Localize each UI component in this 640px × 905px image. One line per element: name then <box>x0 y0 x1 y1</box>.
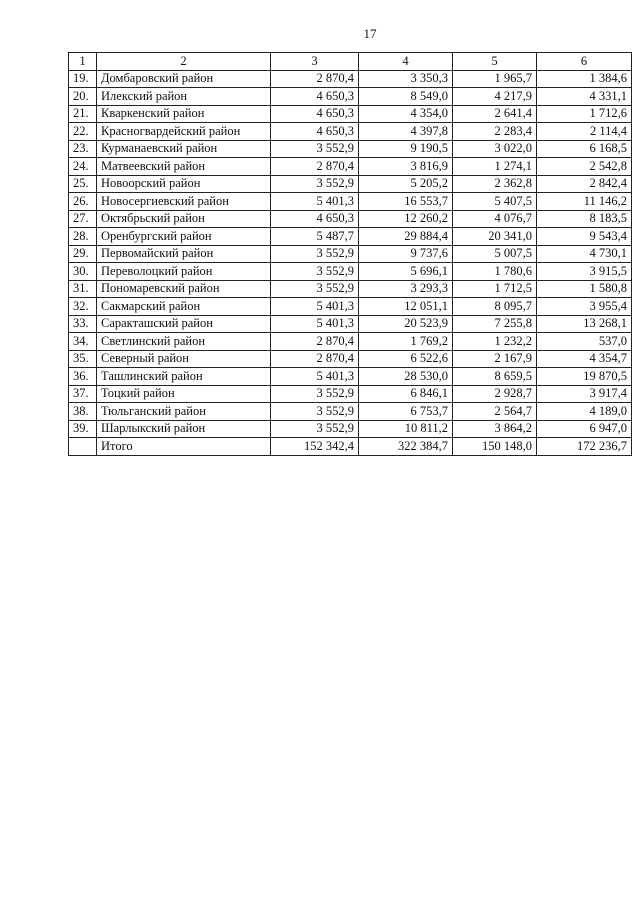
column-6-value-cell: 4 354,7 <box>537 350 632 368</box>
total-column-6-value-cell: 172 236,7 <box>537 438 632 456</box>
column-4-value-cell: 3 816,9 <box>359 158 453 176</box>
column-5-value-cell: 1 780,6 <box>453 263 537 281</box>
district-name-cell: Северный район <box>97 350 271 368</box>
row-number-cell: 36. <box>69 368 97 386</box>
district-name-cell: Светлинский район <box>97 333 271 351</box>
row-number-cell: 31. <box>69 280 97 298</box>
table-row <box>69 333 632 351</box>
total-row-number-cell <box>69 438 97 456</box>
column-5-value-cell: 2 641,4 <box>453 105 537 123</box>
column-5-value-cell: 5 407,5 <box>453 193 537 211</box>
column-header: 3 <box>271 53 359 71</box>
district-name-cell: Шарлыкский район <box>97 420 271 438</box>
column-4-value-cell: 10 811,2 <box>359 420 453 438</box>
table-row <box>69 228 632 246</box>
district-name-cell: Новоорский район <box>97 175 271 193</box>
column-6-value-cell: 4 331,1 <box>537 88 632 106</box>
column-4-value-cell: 5 696,1 <box>359 263 453 281</box>
row-number-cell: 26. <box>69 193 97 211</box>
column-5-value-cell: 1 965,7 <box>453 70 537 88</box>
table-row <box>69 315 632 333</box>
row-number-cell: 35. <box>69 350 97 368</box>
row-number-cell: 38. <box>69 403 97 421</box>
district-name-cell: Домбаровский район <box>97 70 271 88</box>
table-row <box>69 105 632 123</box>
row-number-cell: 34. <box>69 333 97 351</box>
column-3-value-cell: 2 870,4 <box>271 333 359 351</box>
district-name-cell: Октябрьский район <box>97 210 271 228</box>
column-6-value-cell: 11 146,2 <box>537 193 632 211</box>
column-5-value-cell: 1 712,5 <box>453 280 537 298</box>
column-4-value-cell: 28 530,0 <box>359 368 453 386</box>
column-6-value-cell: 8 183,5 <box>537 210 632 228</box>
district-name-cell: Красногвардейский район <box>97 123 271 141</box>
column-6-value-cell: 3 915,5 <box>537 263 632 281</box>
row-number-cell: 27. <box>69 210 97 228</box>
column-3-value-cell: 5 401,3 <box>271 368 359 386</box>
row-number-cell: 22. <box>69 123 97 141</box>
column-6-value-cell: 4 730,1 <box>537 245 632 263</box>
column-3-value-cell: 4 650,3 <box>271 210 359 228</box>
column-5-value-cell: 8 659,5 <box>453 368 537 386</box>
column-4-value-cell: 6 753,7 <box>359 403 453 421</box>
district-name-cell: Кваркенский район <box>97 105 271 123</box>
column-4-value-cell: 29 884,4 <box>359 228 453 246</box>
total-column-3-value-cell: 152 342,4 <box>271 438 359 456</box>
column-3-value-cell: 5 487,7 <box>271 228 359 246</box>
table-row <box>69 385 632 403</box>
table-row <box>69 88 632 106</box>
column-3-value-cell: 3 552,9 <box>271 385 359 403</box>
column-6-value-cell: 2 114,4 <box>537 123 632 141</box>
column-4-value-cell: 20 523,9 <box>359 315 453 333</box>
district-name-cell: Саракташский район <box>97 315 271 333</box>
total-column-4-value-cell: 322 384,7 <box>359 438 453 456</box>
budget-table <box>68 52 632 456</box>
table-row <box>69 158 632 176</box>
column-6-value-cell: 3 917,4 <box>537 385 632 403</box>
column-5-value-cell: 5 007,5 <box>453 245 537 263</box>
table-row <box>69 368 632 386</box>
column-5-value-cell: 1 232,2 <box>453 333 537 351</box>
total-row <box>69 438 632 456</box>
table-row <box>69 175 632 193</box>
district-name-cell: Тюльганский район <box>97 403 271 421</box>
column-3-value-cell: 4 650,3 <box>271 105 359 123</box>
column-6-value-cell: 2 542,8 <box>537 158 632 176</box>
column-6-value-cell: 13 268,1 <box>537 315 632 333</box>
column-4-value-cell: 3 350,3 <box>359 70 453 88</box>
district-name-cell: Оренбургский район <box>97 228 271 246</box>
column-6-value-cell: 6 947,0 <box>537 420 632 438</box>
table-row <box>69 193 632 211</box>
row-number-cell: 30. <box>69 263 97 281</box>
column-3-value-cell: 3 552,9 <box>271 403 359 421</box>
column-4-value-cell: 16 553,7 <box>359 193 453 211</box>
column-6-value-cell: 19 870,5 <box>537 368 632 386</box>
column-4-value-cell: 4 397,8 <box>359 123 453 141</box>
column-4-value-cell: 4 354,0 <box>359 105 453 123</box>
district-name-cell: Новосергиевский район <box>97 193 271 211</box>
table-row <box>69 403 632 421</box>
total-district-name-cell: Итого <box>97 438 271 456</box>
column-4-value-cell: 12 260,2 <box>359 210 453 228</box>
row-number-cell: 37. <box>69 385 97 403</box>
column-5-value-cell: 7 255,8 <box>453 315 537 333</box>
row-number-cell: 25. <box>69 175 97 193</box>
row-number-cell: 24. <box>69 158 97 176</box>
column-header: 5 <box>453 53 537 71</box>
column-3-value-cell: 2 870,4 <box>271 158 359 176</box>
table-row <box>69 280 632 298</box>
table-row <box>69 123 632 141</box>
district-name-cell: Курманаевский район <box>97 140 271 158</box>
column-6-value-cell: 3 955,4 <box>537 298 632 316</box>
table-row <box>69 140 632 158</box>
column-3-value-cell: 5 401,3 <box>271 298 359 316</box>
column-3-value-cell: 4 650,3 <box>271 123 359 141</box>
column-4-value-cell: 6 522,6 <box>359 350 453 368</box>
column-4-value-cell: 8 549,0 <box>359 88 453 106</box>
column-6-value-cell: 1 712,6 <box>537 105 632 123</box>
column-4-value-cell: 12 051,1 <box>359 298 453 316</box>
column-6-value-cell: 537,0 <box>537 333 632 351</box>
district-name-cell: Ташлинский район <box>97 368 271 386</box>
column-5-value-cell: 4 217,9 <box>453 88 537 106</box>
column-5-value-cell: 20 341,0 <box>453 228 537 246</box>
page-number: 17 <box>363 26 377 41</box>
row-number-cell: 39. <box>69 420 97 438</box>
column-3-value-cell: 2 870,4 <box>271 350 359 368</box>
column-header: 1 <box>69 53 97 71</box>
row-number-cell: 19. <box>69 70 97 88</box>
column-5-value-cell: 3 864,2 <box>453 420 537 438</box>
row-number-cell: 21. <box>69 105 97 123</box>
row-number-cell: 20. <box>69 88 97 106</box>
column-4-value-cell: 5 205,2 <box>359 175 453 193</box>
table-row <box>69 210 632 228</box>
column-4-value-cell: 1 769,2 <box>359 333 453 351</box>
column-6-value-cell: 1 580,8 <box>537 280 632 298</box>
district-name-cell: Илекский район <box>97 88 271 106</box>
column-5-value-cell: 8 095,7 <box>453 298 537 316</box>
row-number-cell: 32. <box>69 298 97 316</box>
column-4-value-cell: 9 190,5 <box>359 140 453 158</box>
column-3-value-cell: 5 401,3 <box>271 193 359 211</box>
table-row <box>69 298 632 316</box>
district-name-cell: Переволоцкий район <box>97 263 271 281</box>
column-6-value-cell: 1 384,6 <box>537 70 632 88</box>
column-header: 6 <box>537 53 632 71</box>
district-name-cell: Матвеевский район <box>97 158 271 176</box>
column-6-value-cell: 4 189,0 <box>537 403 632 421</box>
column-4-value-cell: 3 293,3 <box>359 280 453 298</box>
column-3-value-cell: 5 401,3 <box>271 315 359 333</box>
column-4-value-cell: 9 737,6 <box>359 245 453 263</box>
column-5-value-cell: 2 928,7 <box>453 385 537 403</box>
column-5-value-cell: 2 167,9 <box>453 350 537 368</box>
column-5-value-cell: 1 274,1 <box>453 158 537 176</box>
table-row <box>69 350 632 368</box>
row-number-cell: 23. <box>69 140 97 158</box>
column-3-value-cell: 3 552,9 <box>271 420 359 438</box>
column-6-value-cell: 2 842,4 <box>537 175 632 193</box>
district-name-cell: Тоцкий район <box>97 385 271 403</box>
column-4-value-cell: 6 846,1 <box>359 385 453 403</box>
row-number-cell: 28. <box>69 228 97 246</box>
district-name-cell: Первомайский район <box>97 245 271 263</box>
column-5-value-cell: 2 362,8 <box>453 175 537 193</box>
column-3-value-cell: 3 552,9 <box>271 263 359 281</box>
table-row <box>69 263 632 281</box>
column-5-value-cell: 4 076,7 <box>453 210 537 228</box>
column-3-value-cell: 2 870,4 <box>271 70 359 88</box>
column-3-value-cell: 3 552,9 <box>271 280 359 298</box>
table-row <box>69 70 632 88</box>
district-name-cell: Сакмарский район <box>97 298 271 316</box>
column-3-value-cell: 3 552,9 <box>271 140 359 158</box>
column-header: 4 <box>359 53 453 71</box>
column-6-value-cell: 9 543,4 <box>537 228 632 246</box>
row-number-cell: 33. <box>69 315 97 333</box>
column-5-value-cell: 2 283,4 <box>453 123 537 141</box>
district-name-cell: Пономаревский район <box>97 280 271 298</box>
header-row <box>69 53 632 71</box>
table-row <box>69 245 632 263</box>
column-5-value-cell: 2 564,7 <box>453 403 537 421</box>
table-row <box>69 420 632 438</box>
column-3-value-cell: 3 552,9 <box>271 245 359 263</box>
column-6-value-cell: 6 168,5 <box>537 140 632 158</box>
column-3-value-cell: 4 650,3 <box>271 88 359 106</box>
column-header: 2 <box>97 53 271 71</box>
column-5-value-cell: 3 022,0 <box>453 140 537 158</box>
column-3-value-cell: 3 552,9 <box>271 175 359 193</box>
row-number-cell: 29. <box>69 245 97 263</box>
total-column-5-value-cell: 150 148,0 <box>453 438 537 456</box>
